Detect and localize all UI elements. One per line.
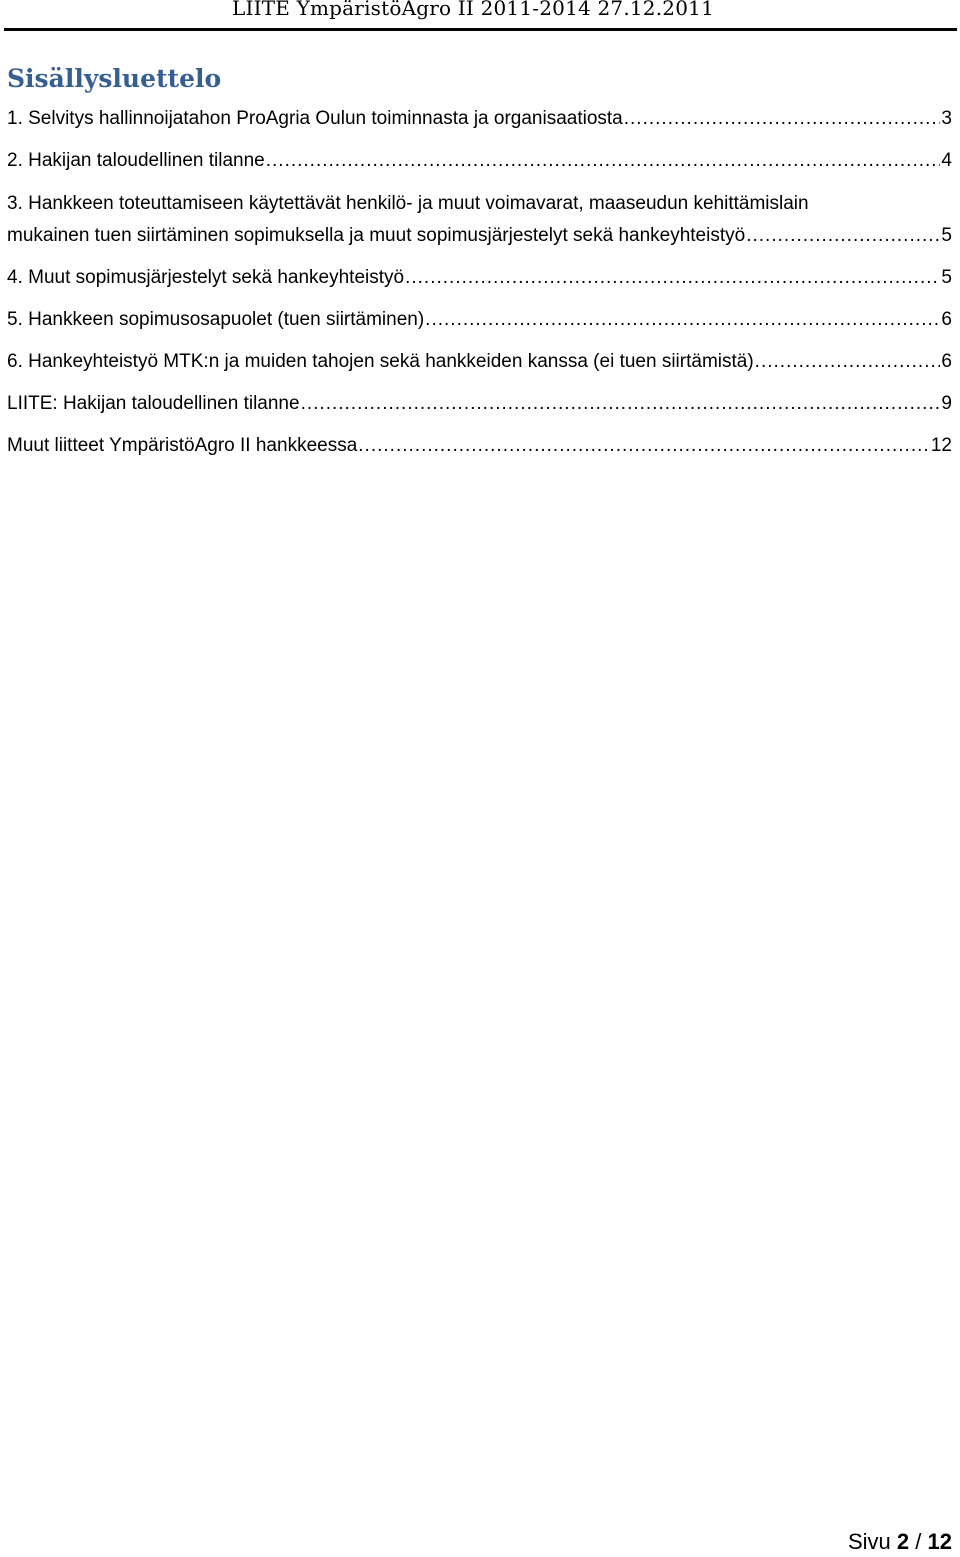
dot-leader [746,223,940,249]
toc-entry-page: 5 [941,225,952,246]
toc-entry-8[interactable] [7,433,952,459]
toc-entry-text: 1. Selvitys hallinnoijatahon ProAgria Oulun toiminnasta ja organisaatiosta [7,108,623,129]
toc-entry-6[interactable] [7,349,952,375]
toc-entry-3[interactable] [7,223,952,249]
toc-heading: Sisällysluettelo [7,64,222,93]
toc-entry-page: 9 [941,393,952,414]
toc-entry-page: 5 [941,267,952,288]
toc-entry-1[interactable] [7,106,952,132]
dot-leader [358,433,930,459]
dot-leader [405,265,940,291]
toc-entry-4[interactable] [7,265,952,291]
footer-separator: / [909,1529,928,1554]
page-footer [848,1529,952,1555]
toc-entry-5[interactable] [7,307,952,333]
toc-entry-page: 6 [941,309,952,330]
toc-entry-text: Muut liitteet YmpäristöAgro II hankkeessa [7,435,358,456]
dot-leader [266,148,941,174]
toc-entry-text: 5. Hankkeen sopimusosapuolet (tuen siirtäminen) [7,309,425,330]
dot-leader [425,307,940,333]
toc-entry-text: mukainen tuen siirtäminen sopimuksella ja muut sopimusjärjestelyt sekä hankeyhteistyö [7,225,746,246]
toc-entry-page: 3 [941,108,952,129]
toc-entry-text: 6. Hankeyhteistyö MTK:n ja muiden tahojen sekä hankkeiden kanssa (ei tuen siirtämistä) [7,351,754,372]
toc-entry-page: 4 [941,150,952,171]
running-header: LIITE YmpäristöAgro II 2011-2014 27.12.2011 [232,0,714,20]
dot-leader [624,106,941,132]
footer-current-page: 2 [896,1529,910,1554]
dot-leader [301,391,941,417]
toc-entry-text: 4. Muut sopimusjärjestelyt sekä hankeyhteistyö [7,267,405,288]
toc-entry-text: 2. Hakijan taloudellinen tilanne [7,150,265,171]
header-rule [4,28,957,31]
toc-entry-page: 6 [941,351,952,372]
toc-entry-2[interactable] [7,148,952,174]
toc-entry-page: 12 [930,435,952,456]
footer-total-pages: 12 [927,1529,952,1554]
toc-entry-text: LIITE: Hakijan taloudellinen tilanne [7,393,300,414]
toc-entry-3-line1[interactable]: 3. Hankkeen toteuttamiseen käytettävät henkilö- ja muut voimavarat, maaseudun kehittämislain [7,193,809,214]
toc-entry-7[interactable] [7,391,952,417]
dot-leader [755,349,941,375]
footer-prefix: Sivu [848,1529,897,1554]
